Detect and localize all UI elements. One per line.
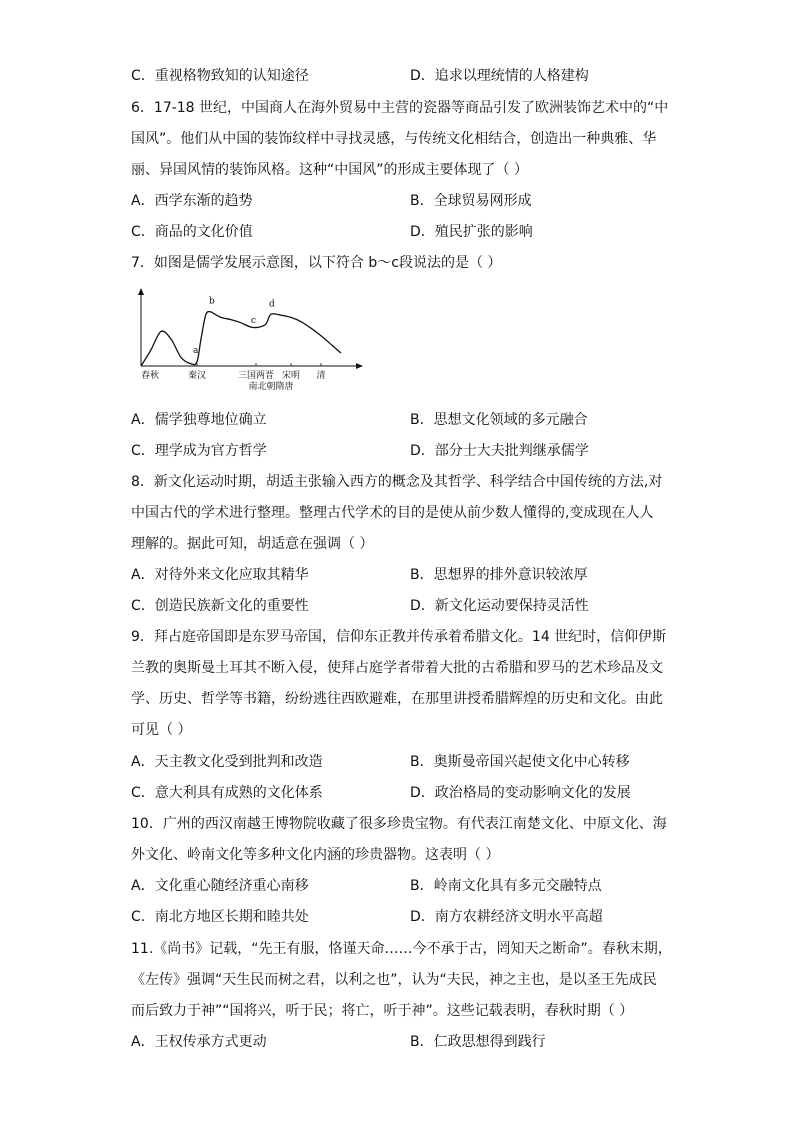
q7-option-b: B．思想文化领域的多元融合: [410, 412, 588, 428]
q7-stem-line-1: 7．如图是儒学发展示意图，以下符合 b～c段说法的是（ ）: [131, 255, 502, 271]
point-label-c: c: [251, 315, 257, 326]
q9-option-a: A．天主教文化受到批判和改造: [131, 754, 323, 770]
q8-stem-line-3: 理解的。据此可知，胡适意在强调（ ）: [131, 536, 374, 552]
development-curve: [141, 311, 341, 366]
chart-svg: [131, 288, 371, 398]
confucianism-development-chart: [131, 288, 371, 398]
q8-option-c: C．创造民族新文化的重要性: [131, 598, 309, 614]
x-tick-sublabel: 南北朝隋唐: [248, 382, 294, 392]
q10-stem-line-1: 10．广州的西汉南越王博物院收藏了很多珍贵宝物。有代表江南楚文化、中原文化、海: [131, 816, 667, 832]
q9-stem-line-2: 兰教的奥斯曼土耳其不断入侵，使拜占庭学者带着大批的古希腊和罗马的艺术珍品及文: [131, 660, 663, 676]
q10-option-a: A．文化重心随经济重心南移: [131, 878, 309, 894]
q9-stem-line-3: 学、历史、哲学等书籍，纷纷逃往西欧避难，在那里讲授希腊辉煌的历史和文化。由此: [131, 691, 663, 707]
q9-stem-line-1: 9．拜占庭帝国即是东罗马帝国，信仰东正教并传承着希腊文化。14 世纪时，信仰伊斯: [131, 629, 667, 645]
q10-option-d: D．南方农耕经济文明水平高超: [410, 909, 603, 925]
x-tick-label: 秦汉: [187, 371, 207, 381]
q6-stem-line-2: 国风”。他们从中国的装饰纹样中寻找灵感，与传统文化相结合，创造出一种典雅、华: [131, 131, 657, 147]
q8-stem-line-1: 8．新文化运动时期，胡适主张输入西方的概念及其哲学、科学结合中国传统的方法,对: [131, 474, 663, 490]
x-tick-label: 春秋: [141, 371, 160, 381]
x-tick-label: 三国两晋: [237, 371, 275, 381]
q7-option-a: A．儒学独尊地位确立: [131, 412, 267, 428]
x-tick-label: 清: [316, 371, 326, 381]
q6-option-a: A．西学东渐的趋势: [131, 193, 253, 209]
x-tick-label: 宋明: [281, 371, 301, 381]
point-label-d: d: [269, 299, 275, 310]
q7-option-c: C．理学成为官方哲学: [131, 443, 267, 459]
q10-option-c: C．南北方地区长期和睦共处: [131, 909, 309, 925]
q8-option-b: B．思想界的排外意识较浓厚: [410, 567, 588, 583]
q11-stem-line-1: 11.《尚书》记载，“先王有服，恪谨天命……今不承于古，罔知天之断命”。春秋末期，: [131, 941, 672, 957]
point-label-a: a: [193, 346, 199, 357]
q6-option-c: C．商品的文化价值: [131, 224, 253, 240]
q8-option-d: D．新文化运动要保持灵活性: [410, 598, 589, 614]
q11-stem-line-2: 《左传》强调“天生民而树之君，以利之也”，认为“夫民，神之主也，是以圣王先成民: [131, 972, 657, 988]
q9-option-b: B．奥斯曼帝国兴起使文化中心转移: [410, 754, 630, 770]
q8-option-a: A．对待外来文化应取其精华: [131, 567, 309, 583]
q9-stem-line-4: 可见（ ）: [131, 722, 192, 738]
q11-option-b: B．仁政思想得到践行: [410, 1034, 546, 1050]
q8-stem-line-2: 中国古代的学术进行整理。整理古代学术的目的是使从前少数人懂得的,变成现在人人: [131, 505, 654, 521]
q5-option-d: D．追求以理统情的人格建构: [410, 68, 589, 84]
q11-option-a: A．王权传承方式更动: [131, 1034, 267, 1050]
x-tick-labels: [141, 369, 326, 381]
q6-option-b: B．全球贸易网形成: [410, 193, 532, 209]
x-axis-arrow: [356, 363, 363, 369]
q6-option-d: D．殖民扩张的影响: [410, 224, 533, 240]
y-axis-arrow: [138, 288, 144, 295]
q10-stem-line-2: 外文化、岭南文化等多种文化内涵的珍贵器物。这表明（ ）: [131, 847, 500, 863]
point-label-b: b: [209, 296, 215, 307]
q9-option-d: D．政治格局的变动影响文化的发展: [410, 785, 631, 801]
q5-option-c: C．重视格物致知的认知途径: [131, 68, 309, 84]
q11-stem-line-3: 而后致力于神”“国将兴，听于民；将亡，听于神”。这些记载表明，春秋时期（ ）: [131, 1003, 634, 1019]
q10-option-b: B．岭南文化具有多元交融特点: [410, 878, 602, 894]
q7-option-d: D．部分士大夫批判继承儒学: [410, 443, 589, 459]
q9-option-c: C．意大利具有成熟的文化体系: [131, 785, 323, 801]
q6-stem-line-3: 丽、异国风情的装饰风格。这种“中国风”的形成主要体现了（ ）: [131, 162, 528, 178]
q6-stem-line-1: 6．17-18 世纪，中国商人在海外贸易中主营的瓷器等商品引发了欧洲装饰艺术中的“中: [131, 100, 669, 116]
